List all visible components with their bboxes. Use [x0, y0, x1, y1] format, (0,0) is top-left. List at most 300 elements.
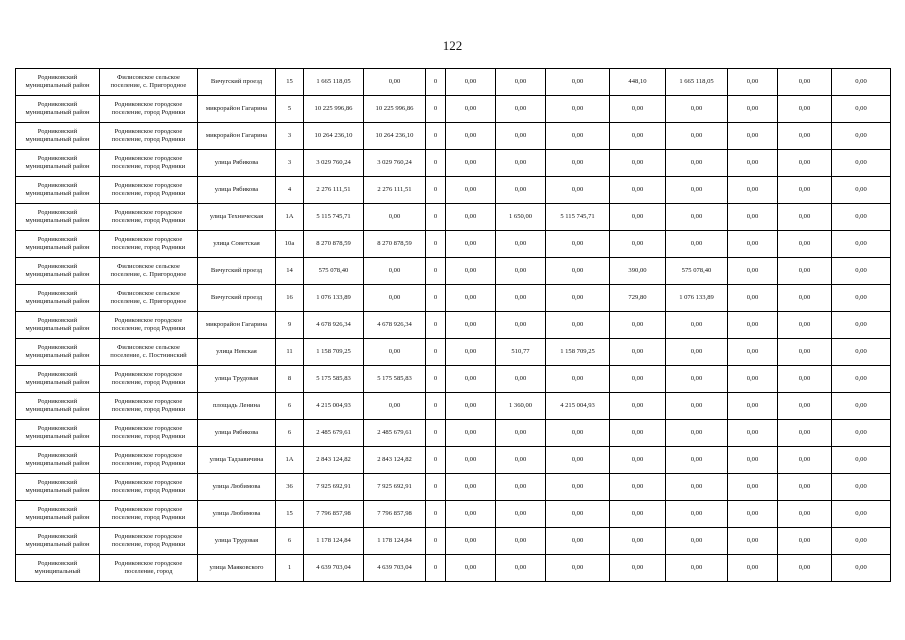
cell-cost-b: 0,00 [446, 150, 496, 177]
cell-cost-g: 0,00 [832, 204, 891, 231]
cell-cost-d: 1 665 118,05 [666, 69, 728, 96]
cell-cost-c: 0,00 [546, 501, 610, 528]
cell-total-cost: 1 665 118,05 [304, 69, 364, 96]
table-row [16, 69, 891, 96]
cell-flag: 0 [426, 258, 446, 285]
cell-cost-f: 0,00 [778, 150, 832, 177]
cell-cost-a: 2 276 111,51 [364, 177, 426, 204]
cell-district: Родниковский муниципальный район [16, 528, 100, 555]
cell-cost-d: 575 078,40 [666, 258, 728, 285]
cell-cost-g: 0,00 [832, 312, 891, 339]
cell-cost-e: 0,00 [728, 150, 778, 177]
cell-cost-g: 0,00 [832, 555, 891, 582]
cell-area-c: 0,00 [496, 231, 546, 258]
cell-total-cost: 2 485 679,61 [304, 420, 364, 447]
cell-cost-g: 0,00 [832, 501, 891, 528]
cell-cost-c: 0,00 [546, 555, 610, 582]
cell-cost-e: 0,00 [728, 447, 778, 474]
table-row [16, 177, 891, 204]
cell-cost-d: 0,00 [666, 204, 728, 231]
cell-cost-f: 0,00 [778, 96, 832, 123]
cell-settlement: Родниковское городское поселение, город Родники [100, 501, 198, 528]
cell-street: Вичугский проезд [198, 285, 276, 312]
cell-house: 15 [276, 501, 304, 528]
cell-cost-a: 1 178 124,84 [364, 528, 426, 555]
cell-area-d: 448,10 [610, 69, 666, 96]
cell-area-c: 510,77 [496, 339, 546, 366]
cell-settlement: Родниковское городское поселение, город Родники [100, 420, 198, 447]
cell-district: Родниковский муниципальный район [16, 474, 100, 501]
cell-cost-c: 0,00 [546, 69, 610, 96]
cell-area-c: 0,00 [496, 258, 546, 285]
cell-street: улица Невская [198, 339, 276, 366]
cell-total-cost: 1 158 709,25 [304, 339, 364, 366]
cell-cost-a: 2 485 679,61 [364, 420, 426, 447]
cell-area-d: 0,00 [610, 366, 666, 393]
cell-street: улица Рябикова [198, 420, 276, 447]
cell-house: 3 [276, 150, 304, 177]
cell-cost-c: 0,00 [546, 366, 610, 393]
cell-house: 16 [276, 285, 304, 312]
cell-cost-g: 0,00 [832, 150, 891, 177]
cell-total-cost: 8 270 878,59 [304, 231, 364, 258]
cell-cost-b: 0,00 [446, 555, 496, 582]
cell-area-d: 0,00 [610, 555, 666, 582]
cell-cost-b: 0,00 [446, 204, 496, 231]
cell-flag: 0 [426, 420, 446, 447]
cell-cost-a: 10 225 996,86 [364, 96, 426, 123]
cell-house: 1 [276, 555, 304, 582]
cell-district: Родниковский муниципальный район [16, 231, 100, 258]
cell-cost-c: 1 158 709,25 [546, 339, 610, 366]
cell-cost-g: 0,00 [832, 528, 891, 555]
table-row [16, 474, 891, 501]
cell-flag: 0 [426, 150, 446, 177]
cell-area-d: 0,00 [610, 447, 666, 474]
cell-cost-a: 2 843 124,82 [364, 447, 426, 474]
cell-house: 8 [276, 366, 304, 393]
cell-street: улица Трудовая [198, 528, 276, 555]
cell-total-cost: 2 276 111,51 [304, 177, 364, 204]
cell-district: Родниковский муниципальный район [16, 366, 100, 393]
cell-district: Родниковский муниципальный [16, 555, 100, 582]
cell-area-d: 0,00 [610, 150, 666, 177]
cell-area-c: 0,00 [496, 285, 546, 312]
cell-house: 36 [276, 474, 304, 501]
cell-area-d: 729,80 [610, 285, 666, 312]
cell-cost-a: 4 639 703,04 [364, 555, 426, 582]
table-row [16, 555, 891, 582]
cell-cost-d: 1 076 133,89 [666, 285, 728, 312]
cell-area-d: 0,00 [610, 474, 666, 501]
cell-cost-b: 0,00 [446, 501, 496, 528]
cell-cost-d: 0,00 [666, 123, 728, 150]
cell-cost-f: 0,00 [778, 339, 832, 366]
cell-street: улица Рябикова [198, 177, 276, 204]
cell-cost-b: 0,00 [446, 339, 496, 366]
register-table [15, 68, 891, 582]
cell-cost-f: 0,00 [778, 258, 832, 285]
cell-cost-e: 0,00 [728, 177, 778, 204]
cell-cost-f: 0,00 [778, 285, 832, 312]
cell-street: микрорайон Гагарина [198, 96, 276, 123]
cell-cost-b: 0,00 [446, 123, 496, 150]
cell-street: микрорайон Гагарина [198, 123, 276, 150]
table-row [16, 501, 891, 528]
cell-district: Родниковский муниципальный район [16, 447, 100, 474]
cell-cost-f: 0,00 [778, 501, 832, 528]
cell-cost-d: 0,00 [666, 447, 728, 474]
page-number: 122 [442, 38, 463, 53]
cell-cost-d: 0,00 [666, 555, 728, 582]
cell-cost-f: 0,00 [778, 204, 832, 231]
table-row [16, 204, 891, 231]
cell-cost-f: 0,00 [778, 177, 832, 204]
cell-house: 14 [276, 258, 304, 285]
cell-cost-f: 0,00 [778, 69, 832, 96]
cell-cost-e: 0,00 [728, 231, 778, 258]
cell-area-d: 0,00 [610, 177, 666, 204]
cell-flag: 0 [426, 366, 446, 393]
cell-flag: 0 [426, 555, 446, 582]
table-row [16, 528, 891, 555]
cell-cost-a: 0,00 [364, 339, 426, 366]
cell-district: Родниковский муниципальный район [16, 123, 100, 150]
cell-cost-e: 0,00 [728, 474, 778, 501]
cell-house: 15 [276, 69, 304, 96]
cell-cost-d: 0,00 [666, 420, 728, 447]
cell-total-cost: 10 264 236,10 [304, 123, 364, 150]
cell-district: Родниковский муниципальный район [16, 393, 100, 420]
cell-cost-c: 0,00 [546, 96, 610, 123]
cell-flag: 0 [426, 447, 446, 474]
cell-area-d: 0,00 [610, 96, 666, 123]
cell-area-d: 0,00 [610, 528, 666, 555]
cell-house: 11 [276, 339, 304, 366]
cell-house: 10а [276, 231, 304, 258]
cell-cost-f: 0,00 [778, 312, 832, 339]
cell-street: Вичугский проезд [198, 258, 276, 285]
cell-house: 1А [276, 204, 304, 231]
cell-area-d: 390,00 [610, 258, 666, 285]
cell-cost-b: 0,00 [446, 474, 496, 501]
cell-cost-g: 0,00 [832, 177, 891, 204]
cell-cost-g: 0,00 [832, 339, 891, 366]
cell-cost-a: 0,00 [364, 393, 426, 420]
cell-settlement: Родниковское городское поселение, город Родники [100, 312, 198, 339]
cell-district: Родниковский муниципальный район [16, 285, 100, 312]
cell-district: Родниковский муниципальный район [16, 312, 100, 339]
cell-cost-b: 0,00 [446, 366, 496, 393]
cell-area-c: 0,00 [496, 312, 546, 339]
cell-settlement: Филисовское сельское поселение, с. Постнинский [100, 339, 198, 366]
cell-cost-b: 0,00 [446, 285, 496, 312]
cell-cost-c: 0,00 [546, 258, 610, 285]
cell-cost-f: 0,00 [778, 555, 832, 582]
cell-street: Вичугский проезд [198, 69, 276, 96]
cell-cost-f: 0,00 [778, 420, 832, 447]
cell-cost-d: 0,00 [666, 150, 728, 177]
cell-street: улица Рябикова [198, 150, 276, 177]
cell-cost-d: 0,00 [666, 177, 728, 204]
cell-cost-e: 0,00 [728, 204, 778, 231]
cell-cost-g: 0,00 [832, 366, 891, 393]
cell-area-c: 0,00 [496, 69, 546, 96]
cell-cost-a: 0,00 [364, 69, 426, 96]
cell-settlement: Филисовское сельское поселение, с. Пригородное [100, 69, 198, 96]
cell-area-c: 0,00 [496, 474, 546, 501]
cell-cost-d: 0,00 [666, 366, 728, 393]
cell-district: Родниковский муниципальный район [16, 177, 100, 204]
cell-cost-b: 0,00 [446, 69, 496, 96]
cell-total-cost: 3 029 760,24 [304, 150, 364, 177]
table-row [16, 393, 891, 420]
cell-street: улица Любимова [198, 501, 276, 528]
cell-cost-f: 0,00 [778, 231, 832, 258]
cell-house: 6 [276, 528, 304, 555]
cell-cost-a: 10 264 236,10 [364, 123, 426, 150]
cell-cost-f: 0,00 [778, 447, 832, 474]
cell-flag: 0 [426, 177, 446, 204]
cell-total-cost: 1 076 133,89 [304, 285, 364, 312]
cell-cost-c: 0,00 [546, 474, 610, 501]
cell-total-cost: 7 796 857,98 [304, 501, 364, 528]
cell-cost-b: 0,00 [446, 528, 496, 555]
cell-flag: 0 [426, 312, 446, 339]
cell-area-d: 0,00 [610, 204, 666, 231]
cell-flag: 0 [426, 474, 446, 501]
cell-cost-c: 0,00 [546, 123, 610, 150]
table-row [16, 339, 891, 366]
cell-cost-c: 4 215 004,93 [546, 393, 610, 420]
cell-cost-c: 0,00 [546, 420, 610, 447]
table-row [16, 96, 891, 123]
cell-cost-d: 0,00 [666, 474, 728, 501]
cell-street: улица Тадзавичина [198, 447, 276, 474]
cell-total-cost: 7 925 692,91 [304, 474, 364, 501]
cell-settlement: Родниковское городское поселение, город Родники [100, 528, 198, 555]
cell-cost-e: 0,00 [728, 420, 778, 447]
cell-cost-g: 0,00 [832, 69, 891, 96]
cell-total-cost: 4 678 926,34 [304, 312, 364, 339]
cell-cost-b: 0,00 [446, 393, 496, 420]
cell-settlement: Родниковское городское поселение, город Родники [100, 150, 198, 177]
cell-cost-d: 0,00 [666, 393, 728, 420]
cell-area-c: 1 650,00 [496, 204, 546, 231]
cell-cost-a: 7 796 857,98 [364, 501, 426, 528]
table-row [16, 366, 891, 393]
cell-house: 5 [276, 96, 304, 123]
cell-cost-a: 0,00 [364, 285, 426, 312]
cell-cost-e: 0,00 [728, 96, 778, 123]
cell-cost-c: 0,00 [546, 447, 610, 474]
cell-settlement: Родниковское городское поселение, город Родники [100, 177, 198, 204]
cell-area-d: 0,00 [610, 501, 666, 528]
cell-cost-d: 0,00 [666, 339, 728, 366]
cell-cost-c: 5 115 745,71 [546, 204, 610, 231]
cell-area-d: 0,00 [610, 393, 666, 420]
cell-cost-e: 0,00 [728, 123, 778, 150]
cell-cost-c: 0,00 [546, 285, 610, 312]
cell-cost-c: 0,00 [546, 528, 610, 555]
cell-house: 4 [276, 177, 304, 204]
cell-cost-b: 0,00 [446, 231, 496, 258]
cell-cost-e: 0,00 [728, 69, 778, 96]
cell-cost-c: 0,00 [546, 177, 610, 204]
cell-area-c: 0,00 [496, 555, 546, 582]
cell-settlement: Родниковское городское поселение, город Родники [100, 393, 198, 420]
cell-house: 9 [276, 312, 304, 339]
cell-area-d: 0,00 [610, 312, 666, 339]
table-body [16, 69, 891, 582]
cell-settlement: Родниковское городское поселение, город Родники [100, 123, 198, 150]
cell-street: улица Техническая [198, 204, 276, 231]
cell-cost-a: 4 678 926,34 [364, 312, 426, 339]
cell-cost-d: 0,00 [666, 231, 728, 258]
cell-settlement: Филисовское сельское поселение, с. Пригородное [100, 258, 198, 285]
cell-cost-g: 0,00 [832, 447, 891, 474]
cell-street: улица Советская [198, 231, 276, 258]
cell-cost-e: 0,00 [728, 312, 778, 339]
cell-street: улица Маяковского [198, 555, 276, 582]
cell-area-c: 0,00 [496, 96, 546, 123]
cell-area-d: 0,00 [610, 339, 666, 366]
cell-cost-d: 0,00 [666, 501, 728, 528]
cell-street: площадь Ленина [198, 393, 276, 420]
cell-settlement: Родниковское городское поселение, город [100, 555, 198, 582]
cell-cost-b: 0,00 [446, 447, 496, 474]
cell-house: 3 [276, 123, 304, 150]
cell-flag: 0 [426, 123, 446, 150]
cell-cost-b: 0,00 [446, 312, 496, 339]
cell-flag: 0 [426, 339, 446, 366]
cell-cost-d: 0,00 [666, 312, 728, 339]
cell-district: Родниковский муниципальный район [16, 258, 100, 285]
cell-flag: 0 [426, 96, 446, 123]
cell-area-c: 0,00 [496, 447, 546, 474]
cell-area-c: 0,00 [496, 177, 546, 204]
cell-settlement: Родниковское городское поселение, город Родники [100, 96, 198, 123]
cell-cost-e: 0,00 [728, 258, 778, 285]
cell-house: 6 [276, 420, 304, 447]
cell-cost-e: 0,00 [728, 393, 778, 420]
cell-cost-g: 0,00 [832, 123, 891, 150]
table-row [16, 420, 891, 447]
cell-area-d: 0,00 [610, 420, 666, 447]
cell-flag: 0 [426, 393, 446, 420]
cell-district: Родниковский муниципальный район [16, 96, 100, 123]
cell-cost-g: 0,00 [832, 231, 891, 258]
cell-cost-f: 0,00 [778, 366, 832, 393]
cell-area-c: 1 360,00 [496, 393, 546, 420]
cell-cost-e: 0,00 [728, 501, 778, 528]
cell-cost-e: 0,00 [728, 339, 778, 366]
table-row [16, 231, 891, 258]
table-row [16, 447, 891, 474]
cell-settlement: Родниковское городское поселение, город Родники [100, 231, 198, 258]
table-row [16, 312, 891, 339]
cell-settlement: Родниковское городское поселение, город Родники [100, 204, 198, 231]
cell-cost-f: 0,00 [778, 474, 832, 501]
table-row [16, 285, 891, 312]
cell-area-c: 0,00 [496, 150, 546, 177]
cell-house: 1А [276, 447, 304, 474]
cell-street: улица Любимова [198, 474, 276, 501]
cell-settlement: Родниковское городское поселение, город Родники [100, 366, 198, 393]
cell-street: микрорайон Гагарина [198, 312, 276, 339]
cell-district: Родниковский муниципальный район [16, 150, 100, 177]
cell-total-cost: 2 843 124,82 [304, 447, 364, 474]
cell-area-d: 0,00 [610, 231, 666, 258]
table-row [16, 150, 891, 177]
cell-cost-b: 0,00 [446, 96, 496, 123]
cell-settlement: Родниковское городское поселение, город Родники [100, 474, 198, 501]
cell-cost-a: 7 925 692,91 [364, 474, 426, 501]
cell-cost-g: 0,00 [832, 393, 891, 420]
cell-settlement: Филисовское сельское поселение, с. Пригородное [100, 285, 198, 312]
cell-cost-d: 0,00 [666, 96, 728, 123]
cell-cost-a: 3 029 760,24 [364, 150, 426, 177]
cell-district: Родниковский муниципальный район [16, 501, 100, 528]
cell-area-d: 0,00 [610, 123, 666, 150]
cell-flag: 0 [426, 231, 446, 258]
cell-cost-b: 0,00 [446, 258, 496, 285]
cell-district: Родниковский муниципальный район [16, 69, 100, 96]
cell-cost-f: 0,00 [778, 393, 832, 420]
cell-flag: 0 [426, 204, 446, 231]
cell-flag: 0 [426, 501, 446, 528]
cell-cost-g: 0,00 [832, 285, 891, 312]
cell-cost-c: 0,00 [546, 312, 610, 339]
cell-cost-a: 8 270 878,59 [364, 231, 426, 258]
cell-cost-a: 0,00 [364, 204, 426, 231]
cell-cost-b: 0,00 [446, 420, 496, 447]
cell-cost-a: 5 175 585,83 [364, 366, 426, 393]
cell-cost-e: 0,00 [728, 285, 778, 312]
cell-settlement: Родниковское городское поселение, город Родники [100, 447, 198, 474]
cell-flag: 0 [426, 285, 446, 312]
cell-cost-f: 0,00 [778, 528, 832, 555]
cell-total-cost: 575 078,40 [304, 258, 364, 285]
cell-total-cost: 5 175 585,83 [304, 366, 364, 393]
cell-cost-b: 0,00 [446, 177, 496, 204]
cell-flag: 0 [426, 528, 446, 555]
cell-total-cost: 4 215 004,93 [304, 393, 364, 420]
cell-street: улица Трудовая [198, 366, 276, 393]
cell-cost-g: 0,00 [832, 420, 891, 447]
cell-total-cost: 1 178 124,84 [304, 528, 364, 555]
cell-cost-e: 0,00 [728, 366, 778, 393]
cell-district: Родниковский муниципальный район [16, 420, 100, 447]
cell-cost-f: 0,00 [778, 123, 832, 150]
cell-area-c: 0,00 [496, 501, 546, 528]
cell-district: Родниковский муниципальный район [16, 339, 100, 366]
cell-total-cost: 4 639 703,04 [304, 555, 364, 582]
cell-area-c: 0,00 [496, 420, 546, 447]
cell-cost-d: 0,00 [666, 528, 728, 555]
cell-cost-e: 0,00 [728, 555, 778, 582]
cell-flag: 0 [426, 69, 446, 96]
cell-area-c: 0,00 [496, 123, 546, 150]
table-row [16, 258, 891, 285]
cell-cost-g: 0,00 [832, 258, 891, 285]
cell-cost-c: 0,00 [546, 231, 610, 258]
cell-cost-g: 0,00 [832, 96, 891, 123]
cell-cost-g: 0,00 [832, 474, 891, 501]
cell-cost-e: 0,00 [728, 528, 778, 555]
cell-area-c: 0,00 [496, 528, 546, 555]
cell-district: Родниковский муниципальный район [16, 204, 100, 231]
